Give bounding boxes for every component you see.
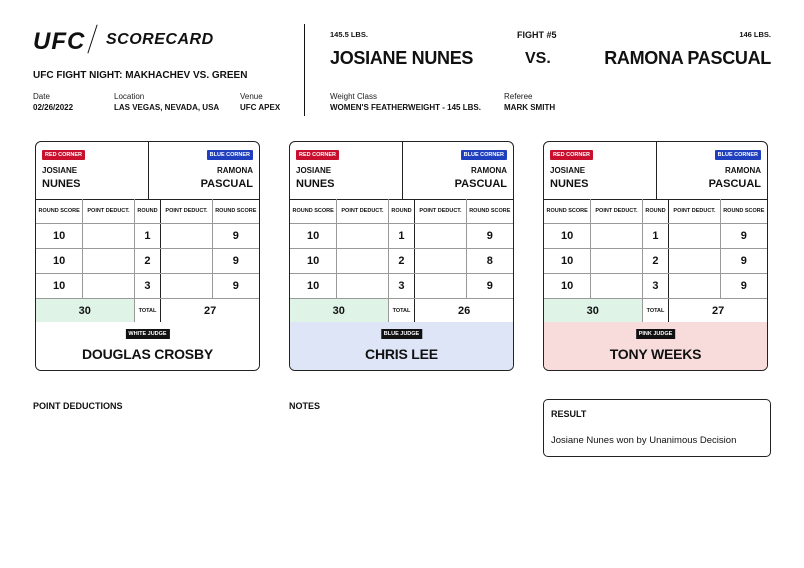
round-number: 3 bbox=[642, 274, 669, 299]
judge-name: TONY WEEKS bbox=[609, 346, 702, 362]
red-fighter-name: JOSIANE NUNES bbox=[330, 48, 474, 68]
red-round-score: 10 bbox=[36, 249, 83, 274]
red-round-score: 10 bbox=[544, 224, 591, 249]
score-table-header bbox=[290, 199, 513, 224]
referee-value: MARK SMITH bbox=[504, 103, 556, 112]
judge-color-badge: PINK JUDGE bbox=[636, 329, 676, 339]
blue-last-name: PASCUAL bbox=[200, 178, 253, 190]
card-fighters-header bbox=[290, 142, 513, 200]
blue-round-score-header: ROUND SCORE bbox=[212, 199, 259, 224]
red-point-deduction bbox=[83, 224, 134, 249]
header-divider bbox=[304, 24, 305, 116]
blue-total: 27 bbox=[161, 299, 259, 324]
result-text: Josiane Nunes won by Unanimous Decision bbox=[551, 435, 737, 446]
round-row bbox=[290, 249, 513, 274]
red-round-score: 10 bbox=[290, 249, 337, 274]
red-first-name: JOSIANE bbox=[42, 166, 78, 175]
blue-point-deduction bbox=[161, 274, 212, 299]
weight-class-value: WOMEN'S FEATHERWEIGHT - 145 LBS. bbox=[330, 103, 481, 112]
blue-point-deduction bbox=[161, 249, 212, 274]
blue-corner-badge: BLUE CORNER bbox=[207, 150, 253, 160]
round-row bbox=[544, 274, 767, 299]
date-label: Date bbox=[33, 92, 50, 101]
red-weight: 145.5 LBS. bbox=[330, 30, 368, 39]
blue-total: 27 bbox=[669, 299, 767, 324]
round-number: 3 bbox=[134, 274, 161, 299]
blue-point-deduction bbox=[415, 249, 466, 274]
red-corner-badge: RED CORNER bbox=[296, 150, 339, 160]
weight-class-label: Weight Class bbox=[330, 92, 377, 101]
total-row bbox=[544, 299, 767, 324]
round-row bbox=[290, 224, 513, 249]
blue-round-score: 9 bbox=[720, 274, 767, 299]
round-row bbox=[36, 274, 259, 299]
round-header: ROUND bbox=[134, 199, 161, 224]
red-point-deduct-header: POINT DEDUCT. bbox=[83, 199, 134, 224]
red-corner-badge: RED CORNER bbox=[42, 150, 85, 160]
round-row bbox=[544, 249, 767, 274]
red-point-deduct-header: POINT DEDUCT. bbox=[591, 199, 642, 224]
logo-divider bbox=[87, 25, 97, 54]
venue-value: UFC APEX bbox=[240, 103, 281, 112]
event-name: UFC FIGHT NIGHT: MAKHACHEV VS. GREEN bbox=[33, 70, 248, 81]
blue-point-deduction bbox=[161, 224, 212, 249]
judge-name: DOUGLAS CROSBY bbox=[82, 346, 213, 362]
blue-fighter-name: RAMONA PASCUAL bbox=[604, 48, 771, 68]
round-number: 1 bbox=[388, 224, 415, 249]
round-row bbox=[36, 224, 259, 249]
blue-point-deduct-header: POINT DEDUCT. bbox=[669, 199, 720, 224]
result-title: RESULT bbox=[551, 409, 587, 419]
red-point-deduction bbox=[591, 249, 642, 274]
card-divider bbox=[148, 142, 149, 199]
round-number: 2 bbox=[642, 249, 669, 274]
blue-round-score: 9 bbox=[212, 249, 259, 274]
red-round-score: 10 bbox=[290, 224, 337, 249]
scorecard-title: SCORECARD bbox=[106, 31, 214, 48]
red-total: 30 bbox=[290, 299, 388, 324]
red-point-deduction bbox=[591, 224, 642, 249]
red-round-score: 10 bbox=[36, 274, 83, 299]
date-value: 02/26/2022 bbox=[33, 103, 74, 112]
total-label: TOTAL bbox=[134, 299, 161, 324]
blue-point-deduction bbox=[415, 274, 466, 299]
red-point-deduction bbox=[83, 274, 134, 299]
blue-first-name: RAMONA bbox=[471, 166, 507, 175]
versus-label: VS. bbox=[525, 50, 551, 67]
score-table bbox=[36, 199, 259, 324]
blue-round-score-header: ROUND SCORE bbox=[466, 199, 513, 224]
blue-corner-badge: BLUE CORNER bbox=[461, 150, 507, 160]
blue-point-deduction bbox=[669, 224, 720, 249]
blue-round-score: 9 bbox=[466, 274, 513, 299]
blue-round-score: 9 bbox=[212, 274, 259, 299]
referee-label: Referee bbox=[504, 92, 533, 101]
card-fighters-header bbox=[36, 142, 259, 200]
total-row bbox=[290, 299, 513, 324]
round-row bbox=[36, 249, 259, 274]
card-fighters-header bbox=[544, 142, 767, 200]
round-number: 1 bbox=[642, 224, 669, 249]
judge-card bbox=[289, 141, 514, 371]
card-divider bbox=[656, 142, 657, 199]
red-round-score: 10 bbox=[544, 274, 591, 299]
blue-point-deduct-header: POINT DEDUCT. bbox=[415, 199, 466, 224]
card-divider bbox=[402, 142, 403, 199]
blue-point-deduction bbox=[669, 249, 720, 274]
red-round-score-header: ROUND SCORE bbox=[36, 199, 83, 224]
point-deductions-heading: POINT DEDUCTIONS bbox=[33, 401, 123, 411]
blue-round-score: 9 bbox=[466, 224, 513, 249]
round-number: 2 bbox=[388, 249, 415, 274]
red-point-deduction bbox=[591, 274, 642, 299]
blue-round-score: 9 bbox=[720, 224, 767, 249]
fight-number: FIGHT #5 bbox=[517, 30, 557, 40]
score-table bbox=[544, 199, 767, 324]
total-row bbox=[36, 299, 259, 324]
judge-area bbox=[544, 322, 767, 371]
result-box bbox=[543, 399, 771, 457]
judge-area bbox=[290, 322, 513, 371]
red-last-name: NUNES bbox=[296, 178, 335, 190]
red-round-score-header: ROUND SCORE bbox=[544, 199, 591, 224]
round-number: 2 bbox=[134, 249, 161, 274]
total-label: TOTAL bbox=[642, 299, 669, 324]
score-table-header bbox=[36, 199, 259, 224]
blue-round-score: 8 bbox=[466, 249, 513, 274]
blue-last-name: PASCUAL bbox=[454, 178, 507, 190]
location-value: LAS VEGAS, NEVADA, USA bbox=[114, 103, 220, 112]
blue-round-score: 9 bbox=[212, 224, 259, 249]
round-number: 3 bbox=[388, 274, 415, 299]
red-round-score-header: ROUND SCORE bbox=[290, 199, 337, 224]
red-point-deduction bbox=[337, 224, 388, 249]
notes-heading: NOTES bbox=[289, 401, 321, 411]
blue-total: 26 bbox=[415, 299, 513, 324]
score-table-header bbox=[544, 199, 767, 224]
total-label: TOTAL bbox=[388, 299, 415, 324]
ufc-logo: UFC bbox=[33, 28, 86, 55]
judge-card bbox=[35, 141, 260, 371]
venue-label: Venue bbox=[240, 92, 263, 101]
blue-round-score: 9 bbox=[720, 249, 767, 274]
blue-first-name: RAMONA bbox=[725, 166, 761, 175]
judge-color-badge: BLUE JUDGE bbox=[381, 329, 422, 339]
red-total: 30 bbox=[544, 299, 642, 324]
blue-point-deduction bbox=[669, 274, 720, 299]
blue-corner-badge: BLUE CORNER bbox=[715, 150, 761, 160]
blue-round-score-header: ROUND SCORE bbox=[720, 199, 767, 224]
round-header: ROUND bbox=[642, 199, 669, 224]
judge-name: CHRIS LEE bbox=[365, 346, 438, 362]
red-last-name: NUNES bbox=[550, 178, 589, 190]
judge-color-badge: WHITE JUDGE bbox=[125, 329, 169, 339]
red-point-deduction bbox=[337, 274, 388, 299]
blue-weight: 146 LBS. bbox=[739, 30, 771, 39]
red-last-name: NUNES bbox=[42, 178, 81, 190]
blue-last-name: PASCUAL bbox=[708, 178, 761, 190]
red-round-score: 10 bbox=[36, 224, 83, 249]
red-point-deduction bbox=[337, 249, 388, 274]
red-first-name: JOSIANE bbox=[550, 166, 586, 175]
red-corner-badge: RED CORNER bbox=[550, 150, 593, 160]
red-first-name: JOSIANE bbox=[296, 166, 332, 175]
red-total: 30 bbox=[36, 299, 134, 324]
blue-point-deduction bbox=[415, 224, 466, 249]
round-number: 1 bbox=[134, 224, 161, 249]
round-row bbox=[544, 224, 767, 249]
judge-card bbox=[543, 141, 768, 371]
score-table bbox=[290, 199, 513, 324]
location-label: Location bbox=[114, 92, 145, 101]
red-point-deduct-header: POINT DEDUCT. bbox=[337, 199, 388, 224]
red-round-score: 10 bbox=[290, 274, 337, 299]
round-row bbox=[290, 274, 513, 299]
blue-point-deduct-header: POINT DEDUCT. bbox=[161, 199, 212, 224]
judge-area bbox=[36, 322, 259, 371]
red-point-deduction bbox=[83, 249, 134, 274]
round-header: ROUND bbox=[388, 199, 415, 224]
red-round-score: 10 bbox=[544, 249, 591, 274]
blue-first-name: RAMONA bbox=[217, 166, 253, 175]
